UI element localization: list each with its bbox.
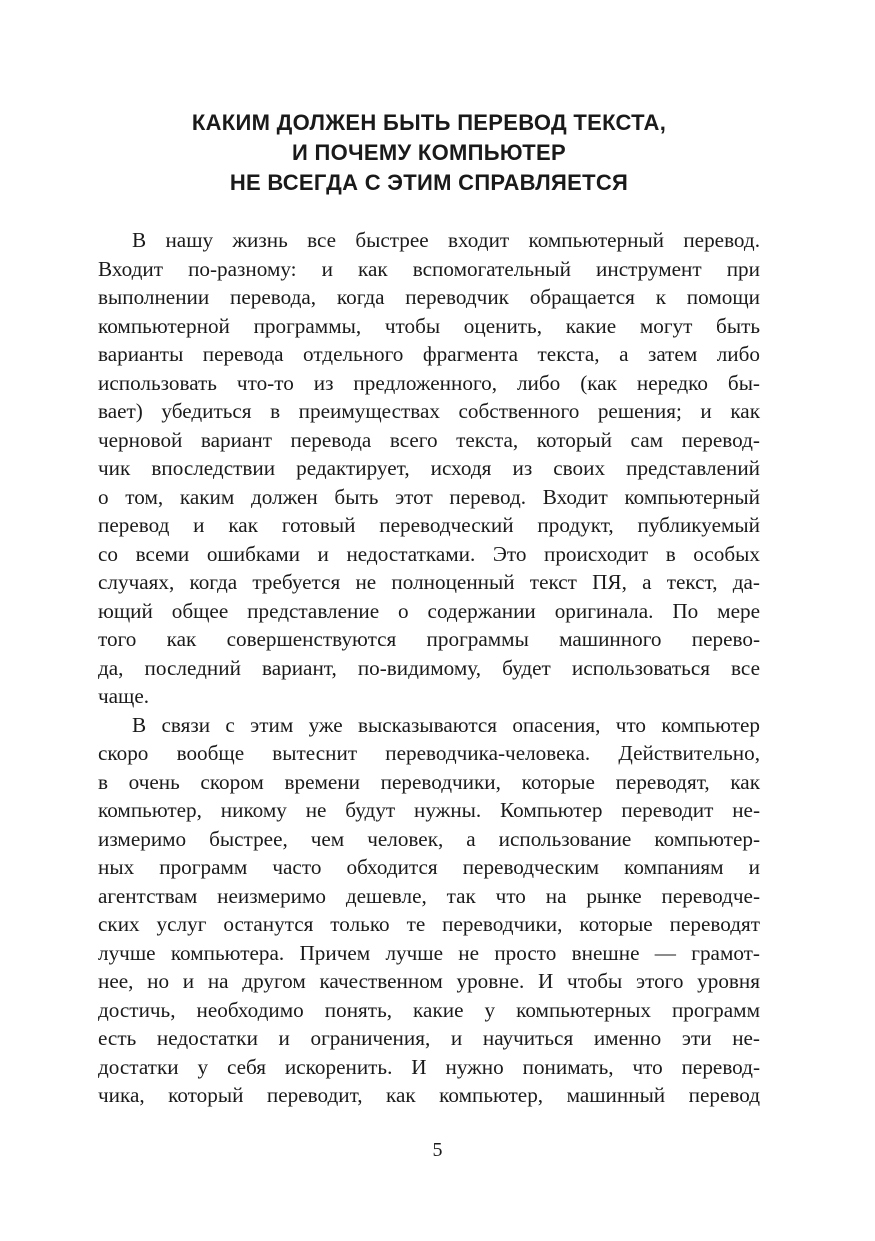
text-line: со всеми ошибками и недостатками. Это происходит в особых	[98, 541, 760, 566]
text-line: есть недостатки и ограничения, и научиться именно эти не-	[98, 1026, 760, 1050]
text-line: В нашу жизнь все быстрее входит компьютерный перевод.	[132, 228, 760, 252]
text-line: чика, который переводит, как компьютер, машинный перевод	[98, 1083, 760, 1107]
text-line: достатки у себя искоренить. И нужно понимать, что перевод-	[98, 1054, 760, 1079]
text-line: выполнении перевода, когда переводчик обращается к помощи	[98, 285, 760, 309]
text-line: скоро вообще вытеснит переводчика-человека. Действительно,	[98, 741, 760, 765]
text-line: Входит по-разному: и как вспомогательный инструмент при	[98, 256, 760, 281]
text-line: того как совершенствуются программы машинного перево-	[98, 627, 760, 651]
body-text	[98, 226, 760, 1110]
text-line: агентствам неизмеримо дешевле, так что на рынке переводче-	[98, 883, 760, 908]
heading-line: И ПОЧЕМУ КОМПЬЮТЕР	[292, 140, 566, 165]
text-line: ющий общее представление о содержании оригинала. По мере	[98, 598, 760, 623]
text-line: о том, каким должен быть этот перевод. Входит компьютерный	[98, 484, 760, 509]
text-line: компьютерной программы, чтобы оценить, какие могут быть	[98, 313, 760, 338]
paragraph-2	[98, 711, 760, 1110]
heading-line: КАКИМ ДОЛЖЕН БЫТЬ ПЕРЕВОД ТЕКСТА,	[191, 110, 667, 135]
heading-line: НЕ ВСЕГДА С ЭТИМ СПРАВЛЯЕТСЯ	[229, 170, 629, 195]
text-line: ских услуг останутся только те переводчики, которые переводят	[98, 912, 760, 936]
paragraph-1	[98, 226, 760, 711]
text-line: вает) убедиться в преимуществах собственного решения; и как	[98, 399, 760, 423]
text-line: варианты перевода отдельного фрагмента текста, а затем либо	[98, 342, 760, 366]
text-line: ных программ часто обходится переводческим компаниям и	[98, 855, 760, 879]
page-number: 5	[432, 1139, 443, 1161]
text-line: В связи с этим уже высказываются опасения, что компьютер	[132, 712, 760, 737]
text-line: чаще.	[98, 684, 150, 708]
chapter-heading	[98, 108, 760, 198]
text-line: да, последний вариант, по-видимому, будет использоваться все	[98, 655, 760, 680]
text-line: перевод и как готовый переводческий продукт, публикуемый	[98, 513, 760, 537]
text-line: чик впоследствии редактирует, исходя из своих представлений	[98, 456, 760, 480]
text-line: использовать что-то из предложенного, либо (как нередко бы-	[98, 370, 760, 395]
text-line: нее, но и на другом качественном уровне. И чтобы этого уровня	[98, 969, 760, 993]
text-line: измеримо быстрее, чем человек, а использование компьютер-	[98, 826, 760, 851]
text-line: достичь, необходимо понять, какие у компьютерных программ	[98, 997, 760, 1022]
text-line: в очень скором времени переводчики, которые переводят, как	[98, 769, 760, 794]
text-line: черновой вариант перевода всего текста, который сам перевод-	[98, 427, 760, 452]
text-line: компьютер, никому не будут нужны. Компьютер переводит не-	[98, 798, 760, 822]
text-line: случаях, когда требуется не полноценный текст ПЯ, а текст, да-	[98, 570, 760, 594]
text-line: лучше компьютера. Причем лучше не просто внешне — грамот-	[98, 940, 760, 965]
